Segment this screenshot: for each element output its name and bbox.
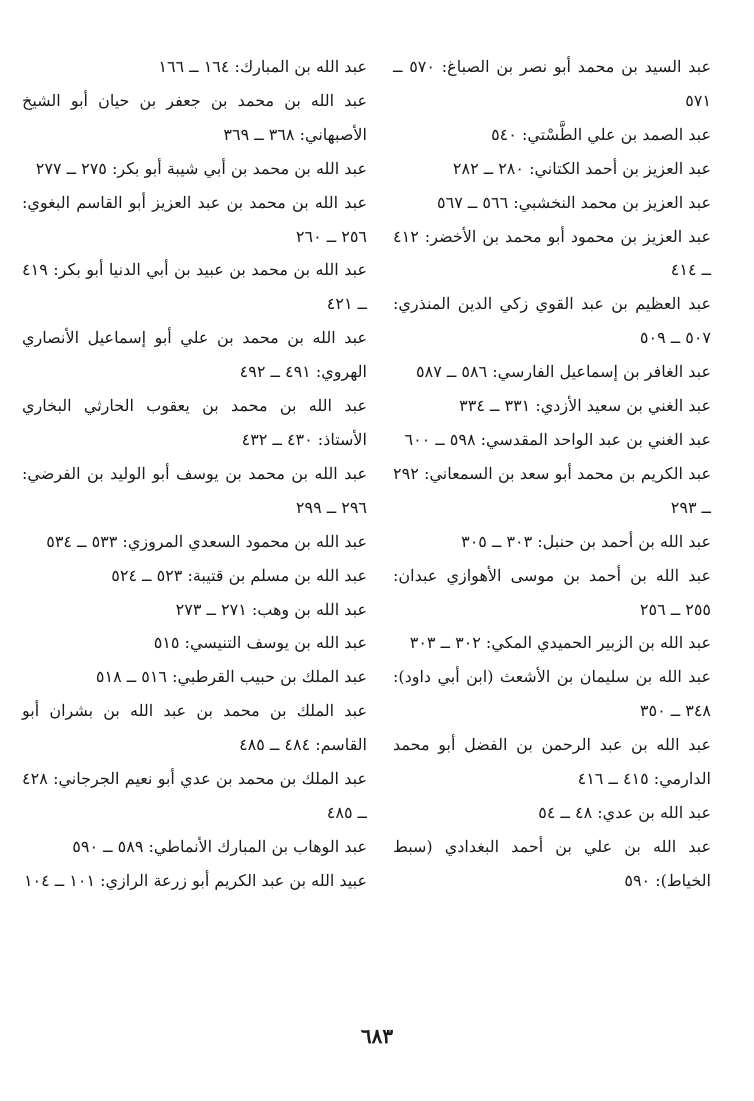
index-entry: عبد الله بن وهب: ٢٧١ ــ ٢٧٣ [175,599,367,619]
index-entry: عبد الملك بن محمد بن عبد الله بن بشران أبو القاسم: ٤٨٤ ــ ٤٨٥ [22,701,367,755]
index-entry: عبد الله بن محمد بن أبي شيبة أبو بكر: ٢٧٥ ــ ٢٧٧ [35,158,367,178]
index-entry: عبد الله بن محمد بن يوسف أبو الوليد بن الفرضي: ٢٩٦ ــ ٢٩٩ [22,463,367,517]
page-number: ٦٨٣ [360,1024,394,1048]
index-entry: عبد الغني بن سعيد الأزدي: ٣٣١ ــ ٣٣٤ [459,396,711,416]
index-entry: عبد العزيز بن أحمد الكتاني: ٢٨٠ ــ ٢٨٢ [452,158,711,178]
index-entry: عبد الله بن المبارك: ١٦٤ ــ ١٦٦ [158,57,367,76]
index-entry: عبد الله بن عدي: ٤٨ ــ ٥٤ [538,802,711,822]
index-entry: عبد العظيم بن عبد القوي زكي الدين المنذري: ٥٠٧ ــ ٥٠٩ [393,294,711,348]
index-entry: عبد الملك بن محمد بن عدي أبو نعيم الجرجاني: ٤٢٨ ــ ٤٨٥ [22,769,367,822]
index-entry: عبد العزيز بن محمد النخشبي: ٥٦٦ ــ ٥٦٧ [437,192,711,212]
index-entry: عبد الغافر بن إسماعيل الفارسي: ٥٨٦ ــ ٥٨٧ [416,362,711,382]
index-entry: عبد الله بن محمود السعدي المروزي: ٥٣٣ ــ ٥٣٤ [46,531,367,551]
index-entry: عبد الله بن محمد بن عبد العزيز أبو القاسم البغوي: ٢٥٦ ــ ٢٦٠ [22,192,367,246]
index-entry: عبد الله بن يوسف التنيسي: ٥١٥ [153,633,367,653]
index-entry: عبد الملك بن حبيب القرطبي: ٥١٦ ــ ٥١٨ [95,667,367,687]
index-entry: عبد العزيز بن محمود أبو محمد بن الأخضر: ٤١٢ ــ ٤١٤ [393,226,711,280]
index-entry: عبد الغني بن عبد الواحد المقدسي: ٥٩٨ ــ ٦٠٠ [404,429,711,449]
right-column [393,50,711,898]
index-entry: عبد الله بن أحمد بن موسى الأهوازي عبدان: ٢٥٥ ــ ٢٥٦ [393,565,711,619]
index-entry: عبد الوهاب بن المبارك الأنماطي: ٥٨٩ ــ ٥٩٠ [72,836,367,856]
index-entry: عبد الله بن الزبير الحميدي المكي: ٣٠٢ ــ ٣٠٣ [409,633,711,653]
index-entry: عبد الله بن محمد بن علي أبو إسماعيل الأنصاري الهروي: ٤٩١ ــ ٤٩٢ [22,328,367,382]
index-entry: عبد الله بن علي بن أحمد البغدادي (سبط الخياط): ٥٩٠ [393,836,711,890]
index-entry: عبد الله بن محمد بن عبيد بن أبي الدنيا أبو بكر: ٤١٩ ــ ٤٢١ [22,260,367,314]
index-entry: عبد السيد بن محمد أبو نصر بن الصباغ: ٥٧٠ ــ ٥٧١ [393,57,711,110]
index-entry: عبيد الله بن عبد الكريم أبو زرعة الرازي: ١٠١ ــ ١٠٤ [23,870,367,890]
index-entry: عبد الله بن سليمان بن الأشعث (ابن أبي داود): ٣٤٨ ــ ٣٥٠ [393,667,711,721]
index-entry: عبد الله بن مسلم بن قتيبة: ٥٢٣ ــ ٥٢٤ [111,565,367,585]
index-entry: عبد الله بن أحمد بن حنبل: ٣٠٣ ــ ٣٠٥ [461,531,711,551]
index-entry: عبد الله بن محمد بن جعفر بن حيان أبو الشيخ الأصبهاني: ٣٦٨ ــ ٣٦٩ [22,90,367,144]
index-entry: عبد الله بن عبد الرحمن بن الفضل أبو محمد الدارمي: ٤١٥ ــ ٤١٦ [393,735,711,789]
index-entry: عبد الصمد بن علي الطَّسْتي: ٥٤٠ [491,124,711,144]
index-entry: عبد الكريم بن محمد أبو سعد بن السمعاني: ٢٩٢ ــ ٢٩٣ [393,463,711,517]
left-column [22,50,367,898]
index-entry: عبد الله بن محمد بن يعقوب الحارثي البخاري الأستاذ: ٤٣٠ ــ ٤٣٢ [22,396,367,449]
